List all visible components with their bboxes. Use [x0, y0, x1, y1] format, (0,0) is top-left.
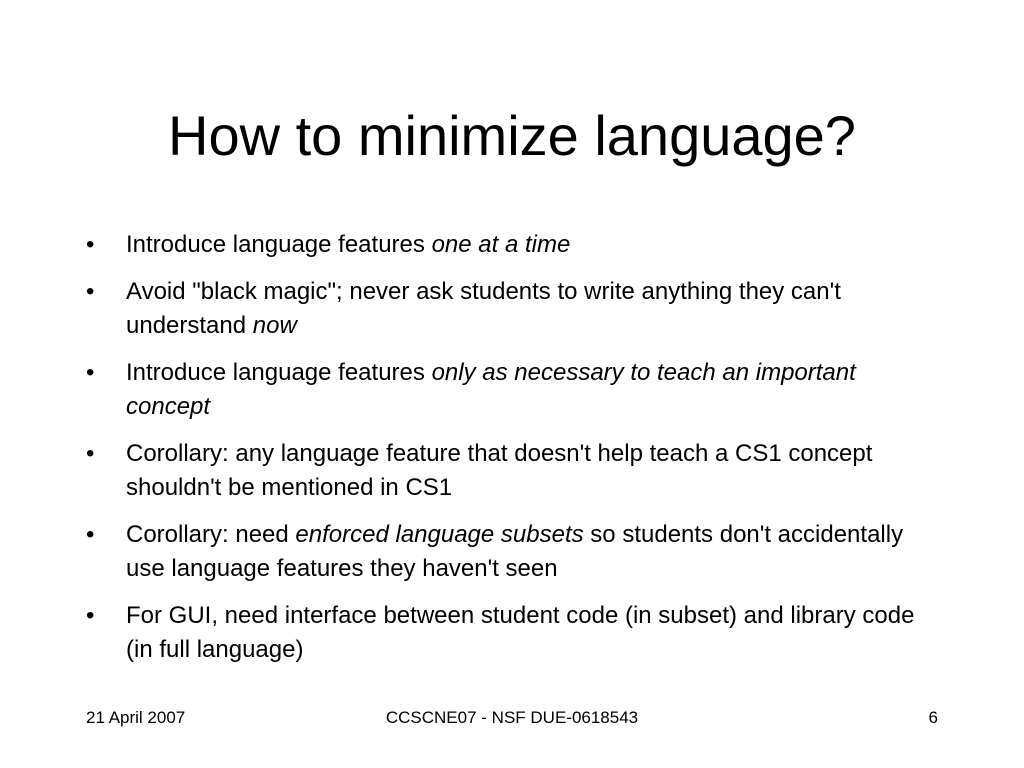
bullet-text: Introduce language features — [126, 231, 432, 258]
bullet-dot-icon: • — [86, 440, 95, 467]
bullet-list — [86, 228, 926, 680]
bullet-text: Corollary: need — [126, 521, 296, 548]
bullet-text: Corollary: any language feature that doesn't help teach a CS1 concept shouldn't be mentioned in CS1 — [126, 440, 873, 501]
page-number: 6 — [928, 708, 938, 727]
bullet-item — [86, 228, 926, 262]
bullet-emphasis: one at a time — [431, 231, 571, 258]
bullet-dot-icon: • — [86, 231, 95, 258]
bullet-text-after: so students don't accidentally use language features they haven't seen — [126, 521, 904, 582]
bullet-item — [86, 437, 926, 505]
slide-title: How to minimize language? — [168, 104, 856, 167]
bullet-item — [86, 599, 926, 667]
bullet-item — [86, 518, 926, 586]
bullet-text: Avoid "black magic"; never ask students to write anything they can't understand — [126, 278, 841, 339]
bullet-dot-icon: • — [86, 602, 95, 629]
bullet-emphasis: enforced language subsets — [295, 521, 584, 548]
bullet-item — [86, 356, 926, 424]
bullet-emphasis: now — [252, 312, 297, 339]
bullet-dot-icon: • — [86, 359, 95, 386]
bullet-text: For GUI, need interface between student code (in subset) and library code (in full language) — [126, 602, 915, 663]
bullet-dot-icon: • — [86, 521, 95, 548]
bullet-text: Introduce language features — [126, 359, 432, 386]
bullet-item — [86, 275, 926, 343]
footer-center-text: CCSCNE07 - NSF DUE-0618543 — [385, 708, 639, 727]
bullet-dot-icon: • — [86, 278, 95, 305]
bullet-emphasis: only as necessary to teach an important concept — [126, 359, 856, 420]
footer-date: 21 April 2007 — [86, 708, 186, 727]
